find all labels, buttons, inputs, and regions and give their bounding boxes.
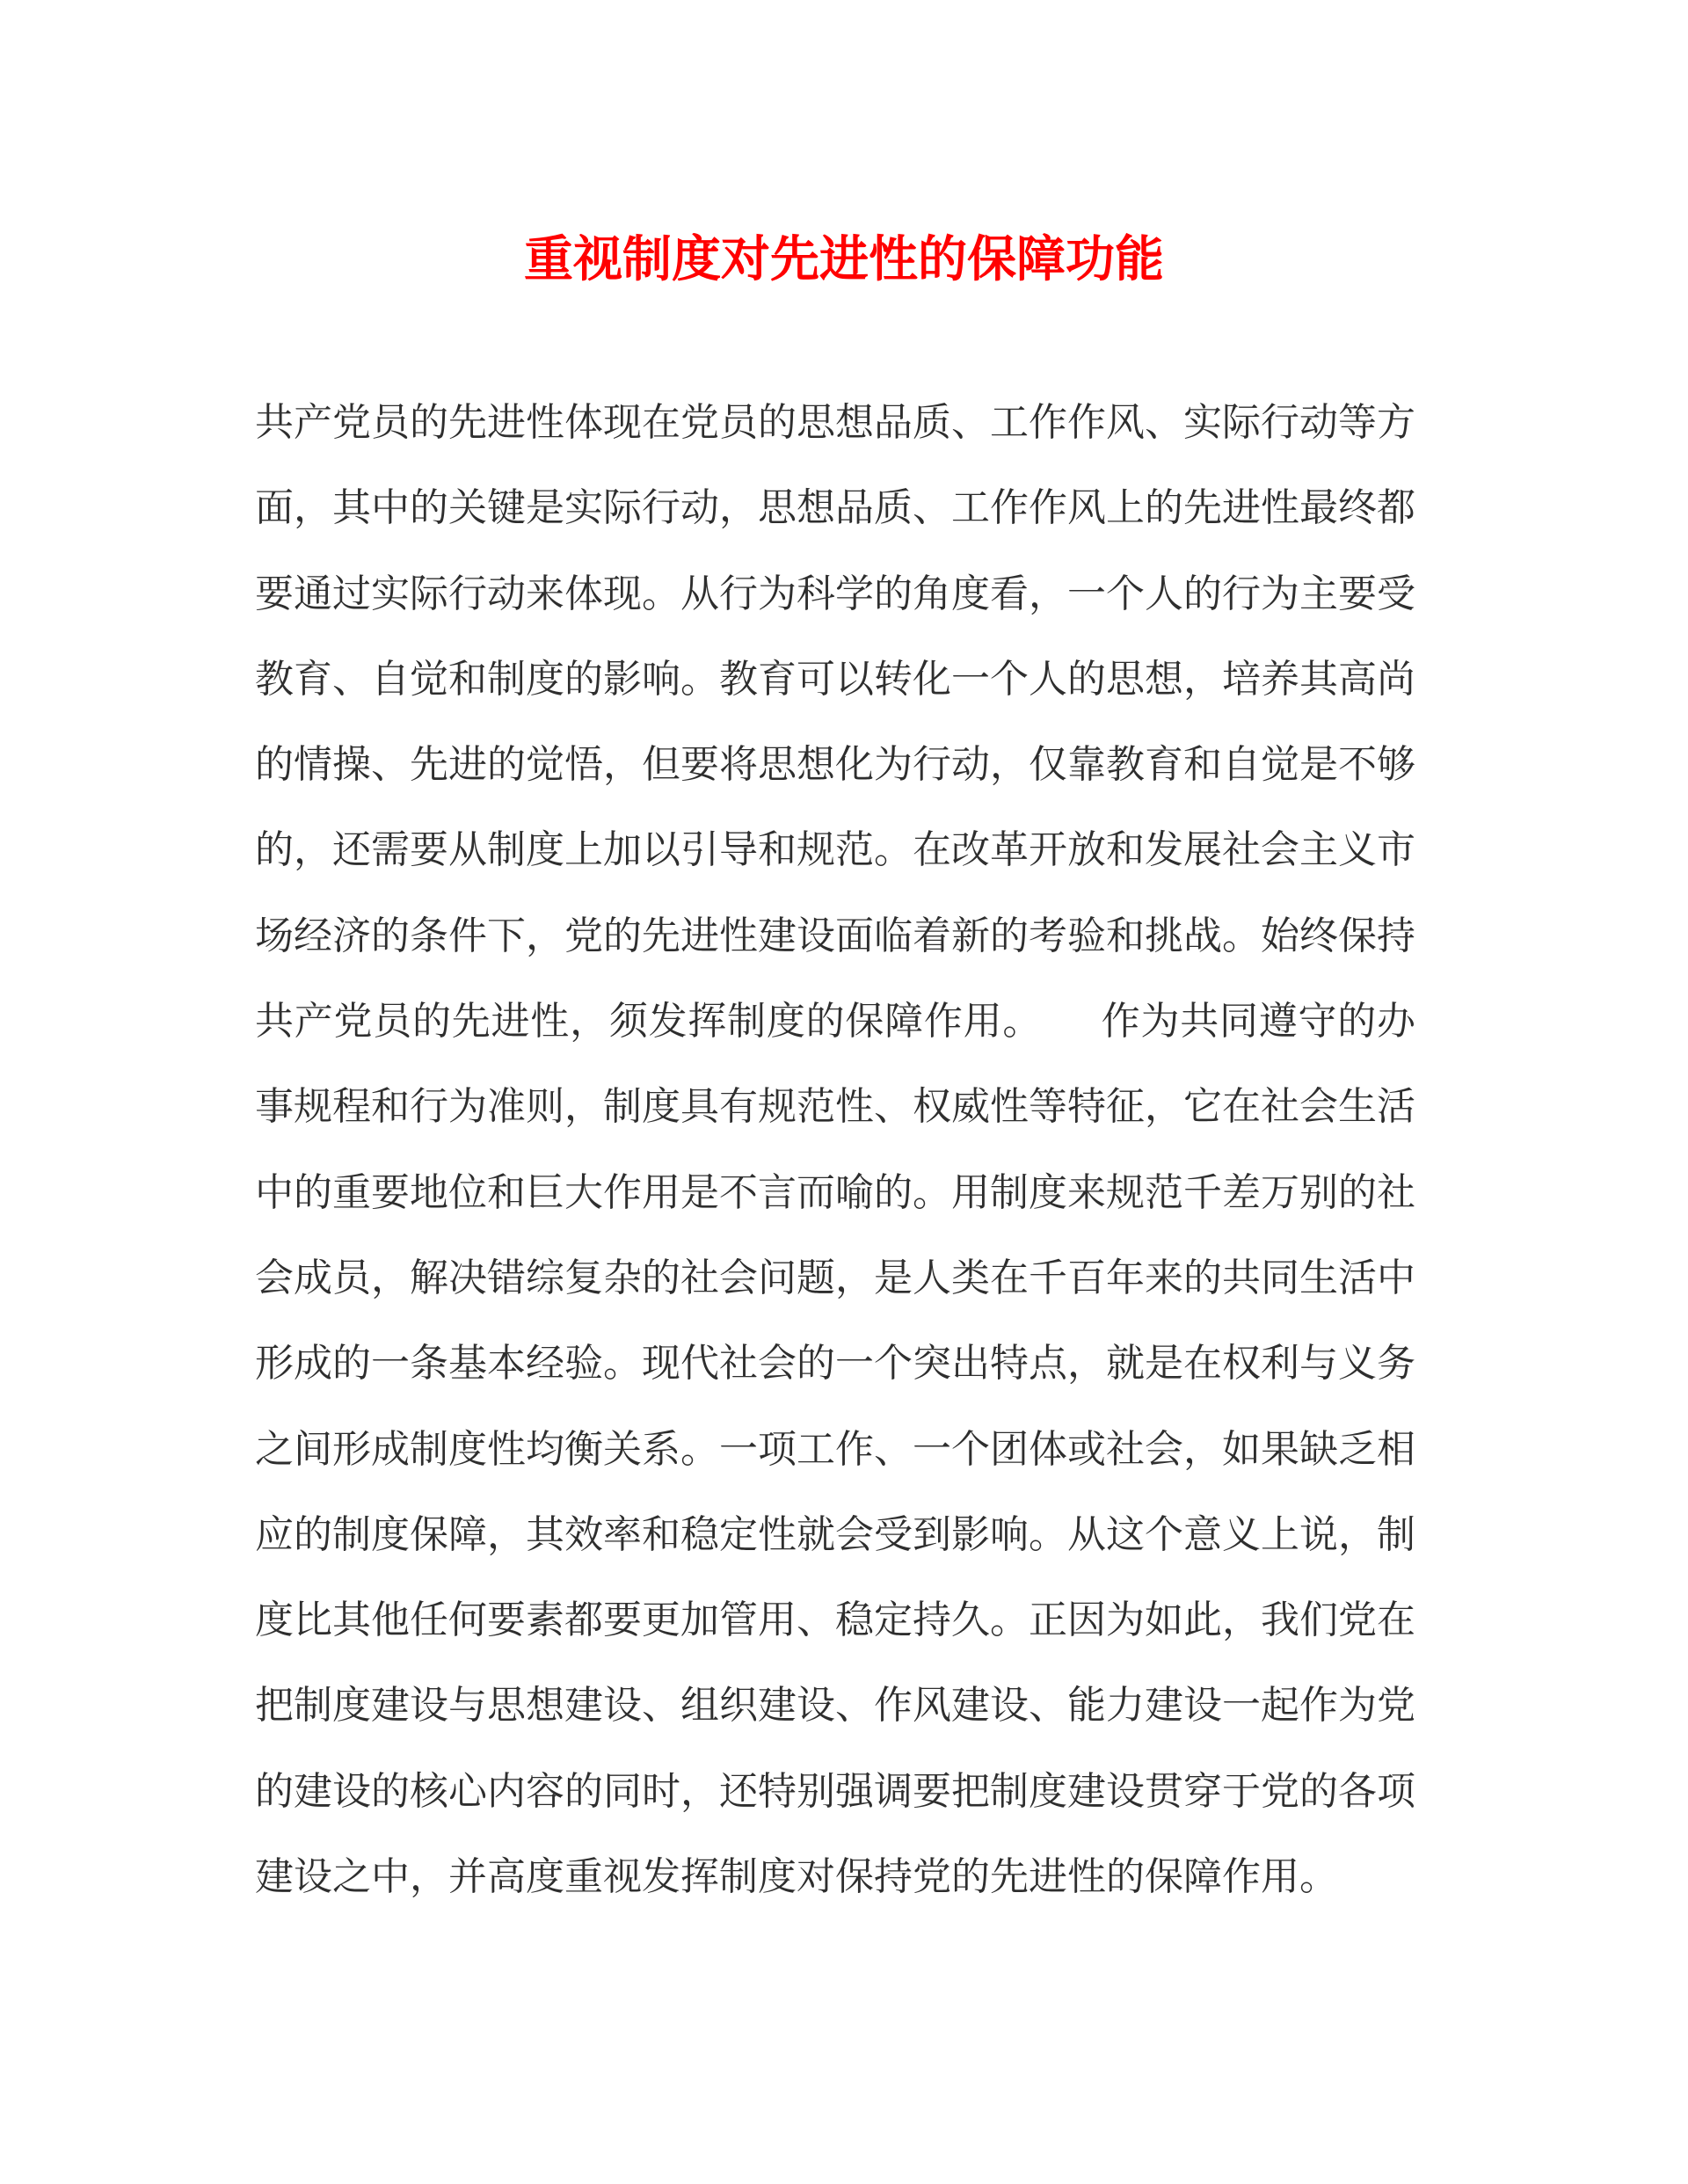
document-body (255, 380, 1415, 1919)
document-title: 重视制度对先进性的保障功能 (524, 230, 1164, 288)
body-line: 共产党员的先进性，须发挥制度的保障作用。 作为共同遵守的办 (255, 999, 1415, 1045)
body-line: 事规程和行为准则，制度具有规范性、权威性等特征，它在社会生活 (255, 1084, 1415, 1130)
body-line: 场经济的条件下，党的先进性建设面临着新的考验和挑战。始终保持 (255, 913, 1415, 958)
body-line: 中的重要地位和巨大作用是不言而喻的。用制度来规范千差万别的社 (255, 1169, 1415, 1215)
body-line: 教育、自觉和制度的影响。教育可以转化一个人的思想，培养其高尚 (255, 656, 1415, 702)
body-line: 的情操、先进的觉悟，但要将思想化为行动，仅靠教育和自觉是不够 (255, 742, 1415, 788)
body-line: 之间形成制度性均衡关系。一项工作、一个团体或社会，如果缺乏相 (255, 1426, 1415, 1472)
body-line: 应的制度保障，其效率和稳定性就会受到影响。从这个意义上说，制 (255, 1511, 1415, 1557)
body-line: 形成的一条基本经验。现代社会的一个突出特点，就是在权利与义务 (255, 1341, 1415, 1387)
body-line: 把制度建设与思想建设、组织建设、作风建设、能力建设一起作为党 (255, 1683, 1415, 1729)
body-line: 度比其他任何要素都要更加管用、稳定持久。正因为如此，我们党在 (255, 1598, 1415, 1643)
body-line: 共产党员的先进性体现在党员的思想品质、工作作风、实际行动等方 (255, 400, 1415, 445)
body-line: 建设之中，并高度重视发挥制度对保持党的先进性的保障作用。 (255, 1854, 1338, 1900)
body-line: 的建设的核心内容的同时，还特别强调要把制度建设贯穿于党的各项 (255, 1768, 1415, 1814)
body-line: 会成员，解决错综复杂的社会问题，是人类在千百年来的共同生活中 (255, 1255, 1415, 1300)
body-line: 要通过实际行动来体现。从行为科学的角度看，一个人的行为主要受 (255, 571, 1415, 616)
body-line: 的，还需要从制度上加以引导和规范。在改革开放和发展社会主义市 (255, 827, 1415, 873)
body-line: 面，其中的关键是实际行动，思想品质、工作作风上的先进性最终都 (255, 485, 1415, 531)
